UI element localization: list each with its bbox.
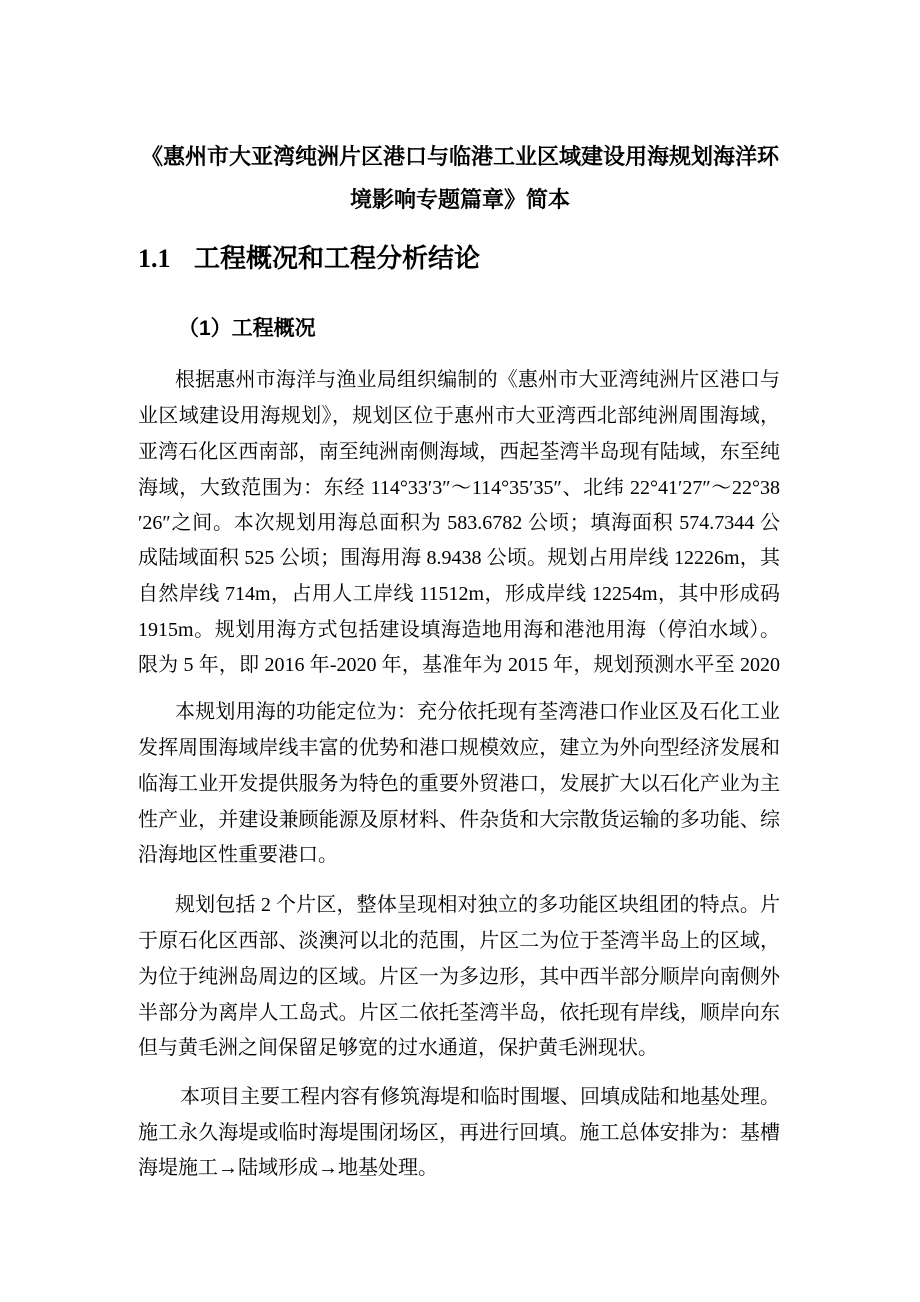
paragraph-2-line: 性产业，并建设兼顾能源及原材料、件杂货和大宗散货运输的多功能、综 [138, 809, 780, 831]
paragraph-3-line: 于原石化区西部、淡澳河以北的范围，片区二为位于荃湾半岛上的区域， [138, 930, 780, 952]
section-heading [138, 238, 480, 275]
paragraph-1-line: 亚湾石化区西南部，南至纯洲南侧海域，西起荃湾半岛现有陆域，东至纯 [138, 441, 780, 463]
section-title: 工程概况和工程分析结论 [194, 243, 481, 273]
subsection-heading: （1）工程概况 [178, 317, 316, 340]
paragraph-2-line: 发挥周围海域岸线丰富的优势和港口规模效应，建立为外向型经济发展和 [138, 737, 780, 759]
paragraph-2-line: 临海工业开发提供服务为特色的重要外贸港口，发展扩大以石化产业为主 [138, 773, 780, 795]
paragraph-2-line: 沿海地区性重要港口。 [138, 844, 338, 866]
paragraph-3-line: 规划包括 2 个片区，整体呈现相对独立的多功能区块组团的特点。片 [175, 894, 780, 916]
section-number: 1.1 [138, 244, 171, 273]
document-title-line-2: 境影响专题篇章》简本 [349, 187, 570, 212]
paragraph-3-line: 但与黄毛洲之间保留足够宽的过水通道，保护黄毛洲现状。 [138, 1037, 658, 1059]
paragraph-1-line: 根据惠州市海洋与渔业局组织编制的《惠州市大亚湾纯洲片区港口与 [175, 369, 780, 391]
paragraph-3-line: 半部分为离岸人工岛式。片区二依托荃湾半岛，依托现有岸线，顺岸向东 [138, 1002, 780, 1024]
paragraph-1-line: 限为 5 年，即 2016 年-2020 年，基准年为 2015 年，规划预测水平至 2020 [138, 654, 780, 676]
paragraph-4-line: 本项目主要工程内容有修筑海堤和临时围堰、回填成陆和地基处理。 [180, 1086, 780, 1108]
paragraph-1-line: 成陆域面积 525 公顷；围海用海 8.9438 公顷。规划占用岸线 12226m，其 [138, 547, 780, 569]
paragraph-1-line: ′26″之间。本次规划用海总面积为 583.6782 公顷；填海面积 574.7344 公 [138, 512, 780, 534]
paragraph-3-line: 为位于纯洲岛周边的区域。片区一为多边形，其中西半部分顺岸向南侧外 [138, 966, 780, 988]
paragraph-2-line: 本规划用海的功能定位为：充分依托现有荃湾港口作业区及石化工业 [175, 701, 780, 723]
paragraph-1-line: 海域，大致范围为：东经 114°33′3″～114°35′35″、北纬 22°41′27″～22°38 [138, 477, 780, 499]
paragraph-1-line: 业区域建设用海规划》，规划区位于惠州市大亚湾西北部纯洲周围海域， [138, 405, 780, 427]
document-title-line-1: 《惠州市大亚湾纯洲片区港口与临港工业区域建设用海规划海洋环 [140, 144, 779, 169]
paragraph-1-line: 自然岸线 714m，占用人工岸线 11512m，形成岸线 12254m，其中形成码 [138, 583, 780, 605]
paragraph-4-line: 海堤施工→陆域形成→地基处理。 [138, 1157, 438, 1179]
paragraph-4-line: 施工永久海堤或临时海堤围闭场区，再进行回填。施工总体安排为：基槽 [138, 1122, 780, 1144]
paragraph-1-line: 1915m。规划用海方式包括建设填海造地用海和港池用海（停泊水域）。 [138, 619, 780, 641]
